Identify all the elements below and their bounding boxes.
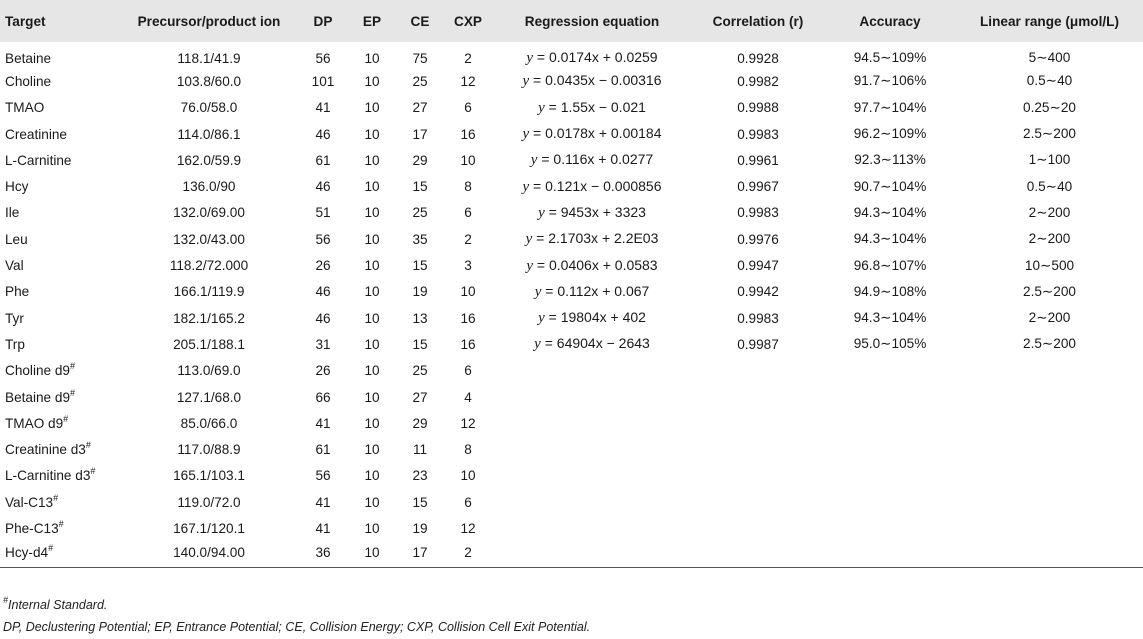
cell-ep: 10 [364, 415, 380, 431]
cell-ep: 10 [364, 126, 380, 142]
cell-regression [492, 358, 692, 384]
header-linear-range: Linear range (μmol/L) [980, 13, 1119, 29]
cell-ce: 19 [412, 520, 428, 536]
cell-ep: 10 [364, 544, 380, 560]
table-row [0, 463, 1143, 489]
cell-ce: 25 [412, 205, 428, 221]
cell-ce: 29 [412, 415, 428, 431]
cell-ion: 205.1/188.1 [173, 336, 245, 352]
equation-y: y [530, 152, 538, 169]
cell-correlation [692, 489, 824, 515]
cell-ion: 127.1/68.0 [176, 389, 242, 405]
table-row [0, 279, 1143, 305]
cell-accuracy: 94.3∼104% [853, 231, 927, 247]
cell-cxp: 2 [464, 544, 472, 560]
equation-y: y [522, 126, 530, 143]
target-name: Betaine d9 [5, 389, 71, 405]
table-row [0, 489, 1143, 515]
cell-ce: 25 [412, 73, 428, 89]
internal-standard-mark: # [53, 492, 59, 503]
cell-ep: 10 [364, 231, 380, 247]
cell-correlation: 0.9983 [737, 205, 779, 221]
cell-ce: 15 [412, 179, 428, 195]
cell-ep: 10 [364, 363, 380, 379]
cell-accuracy: 96.2∼109% [853, 126, 927, 142]
cell-target [0, 200, 120, 226]
cell-ion: 167.1/120.1 [173, 520, 245, 536]
cell-correlation: 0.9987 [737, 336, 779, 352]
cell-accuracy [824, 384, 956, 410]
cell-cxp: 2 [464, 231, 472, 247]
cell-ion: 166.1/119.9 [173, 284, 245, 300]
target-name: Trp [5, 336, 25, 352]
cell-cxp: 16 [460, 336, 476, 352]
cell-accuracy: 95.0∼105% [853, 336, 927, 352]
equation-y: y [534, 336, 541, 353]
cell-regression [492, 331, 692, 357]
cell-linear-range: 2.5∼200 [1023, 336, 1076, 352]
cell-ep: 10 [364, 336, 380, 352]
internal-standard-mark: # [70, 361, 76, 372]
cell-accuracy: 96.8∼107% [853, 257, 927, 273]
cell-regression [492, 200, 692, 226]
cell-regression [492, 542, 692, 568]
cell-accuracy: 91.7∼106% [853, 73, 927, 89]
header-ion: Precursor/product ion [137, 13, 281, 29]
cell-ion: 136.0/90 [182, 179, 236, 195]
cell-ce: 23 [412, 468, 428, 484]
cell-target [0, 489, 120, 515]
cell-target [0, 226, 120, 252]
cell-cxp: 4 [464, 389, 472, 405]
cell-linear-range [956, 489, 1143, 515]
cell-ce: 15 [412, 258, 428, 274]
internal-standard-mark: # [48, 542, 54, 553]
equation-body: = 2.1703x + 2.2E03 [532, 230, 659, 247]
header-accuracy: Accuracy [859, 13, 921, 29]
cell-ion: 132.0/43.00 [173, 231, 245, 247]
cell-cxp: 12 [460, 415, 476, 431]
cell-regression [492, 226, 692, 252]
target-name: Leu [5, 231, 28, 247]
cell-linear-range: 2.5∼200 [1023, 126, 1076, 142]
cell-ep: 10 [364, 389, 380, 405]
cell-correlation [692, 515, 824, 541]
cell-ep: 10 [364, 494, 380, 510]
cell-linear-range: 10∼500 [1024, 257, 1075, 273]
cell-accuracy: 97.7∼104% [853, 99, 927, 115]
cell-cxp: 3 [464, 258, 472, 274]
cell-target [0, 384, 120, 410]
cell-cxp: 10 [460, 152, 476, 168]
internal-standard-mark: # [90, 466, 96, 477]
target-name: Creatinine d3 [5, 442, 86, 458]
cell-dp: 31 [315, 336, 331, 352]
cell-dp: 56 [315, 468, 331, 484]
cell-target [0, 463, 120, 489]
cell-correlation: 0.9942 [737, 284, 779, 300]
equation-body: = 19804x + 402 [544, 309, 646, 326]
equation-y: y [522, 73, 530, 90]
cell-ce: 35 [412, 231, 428, 247]
internal-standard-mark: # [70, 387, 76, 398]
cell-target [0, 542, 120, 568]
cell-target [0, 515, 120, 541]
cell-accuracy: 94.3∼104% [853, 204, 927, 220]
cell-accuracy [824, 436, 956, 462]
target-name: L-Carnitine [5, 152, 72, 168]
cell-ep: 10 [364, 50, 380, 66]
cell-ce: 15 [412, 494, 428, 510]
cell-accuracy [824, 358, 956, 384]
table-row [0, 358, 1143, 384]
cell-ep: 10 [364, 442, 380, 458]
table-row [0, 121, 1143, 147]
cell-ion: 118.2/72.000 [169, 258, 249, 274]
cell-linear-range: 0.5∼40 [1026, 73, 1073, 89]
cell-cxp: 16 [460, 310, 476, 326]
cell-correlation: 0.9928 [737, 50, 779, 66]
cell-cxp: 6 [464, 363, 472, 379]
cell-target [0, 121, 120, 147]
cell-regression [492, 42, 692, 68]
cell-cxp: 6 [464, 205, 472, 221]
cell-correlation [692, 542, 824, 568]
cell-ion: 132.0/69.00 [173, 205, 245, 221]
cell-target [0, 358, 120, 384]
equation-body: = 1.55x − 0.021 [544, 98, 646, 115]
table-row [0, 436, 1143, 462]
cell-ion: 118.1/41.9 [177, 50, 241, 66]
cell-linear-range: 2∼200 [1028, 231, 1071, 247]
cell-dp: 41 [315, 494, 331, 510]
target-name: Hcy [5, 179, 29, 195]
table-row [0, 515, 1143, 541]
cell-linear-range: 2∼200 [1028, 204, 1071, 220]
cell-ep: 10 [364, 100, 380, 116]
table-row [0, 42, 1143, 68]
cell-target [0, 410, 120, 436]
cell-dp: 61 [315, 442, 331, 458]
cell-regression [492, 463, 692, 489]
equation-body: = 0.0435x − 0.00316 [529, 72, 662, 89]
header-regression: Regression equation [524, 13, 660, 29]
cell-regression [492, 121, 692, 147]
cell-regression [492, 147, 692, 173]
equation-y: y [526, 257, 534, 274]
cell-cxp: 8 [464, 179, 472, 195]
cell-accuracy [824, 463, 956, 489]
internal-standard-mark: # [58, 518, 64, 529]
cell-correlation: 0.9947 [737, 258, 779, 274]
cell-linear-range: 2.5∼200 [1023, 283, 1076, 299]
cell-target [0, 42, 120, 68]
cell-correlation [692, 436, 824, 462]
target-name: Hcy-d4 [5, 544, 49, 560]
cell-linear-range: 2∼200 [1028, 310, 1071, 326]
cell-ep: 10 [364, 310, 380, 326]
cell-cxp: 16 [460, 126, 476, 142]
cell-ce: 11 [412, 442, 428, 458]
cell-dp: 26 [315, 363, 331, 379]
cell-regression [492, 68, 692, 94]
cell-ep: 10 [364, 284, 380, 300]
cell-dp: 41 [315, 520, 331, 536]
target-name: Phe [5, 284, 30, 300]
cell-cxp: 12 [460, 520, 476, 536]
cell-linear-range [956, 384, 1143, 410]
cell-ep: 10 [364, 179, 380, 195]
equation-body: = 0.112x + 0.067 [541, 282, 650, 299]
cell-linear-range [956, 542, 1143, 568]
cell-regression [492, 95, 692, 121]
cell-ce: 29 [412, 152, 428, 168]
target-name: TMAO [5, 100, 45, 116]
cell-ce: 13 [412, 310, 428, 326]
cell-dp: 41 [315, 100, 331, 116]
header-correlation: Correlation (r) [712, 13, 804, 29]
target-name: Val [5, 258, 24, 274]
cell-cxp: 2 [464, 50, 472, 66]
cell-ion: 162.0/59.9 [176, 152, 242, 168]
cell-target [0, 252, 120, 278]
cell-ep: 10 [364, 468, 380, 484]
cell-regression [492, 173, 692, 199]
cell-ep: 10 [364, 205, 380, 221]
cell-ce: 27 [412, 100, 428, 116]
header-dp: DP [313, 13, 333, 29]
cell-accuracy [824, 542, 956, 568]
cell-ion: 113.0/69.0 [177, 363, 241, 379]
equation-body: = 0.0174x + 0.0259 [533, 49, 658, 66]
cell-correlation: 0.9983 [737, 310, 779, 326]
cell-ep: 10 [364, 152, 380, 168]
cell-dp: 66 [315, 389, 331, 405]
target-name: Val-C13 [5, 494, 54, 510]
cell-ion: 182.1/165.2 [173, 310, 245, 326]
cell-dp: 61 [315, 152, 331, 168]
cell-accuracy [824, 410, 956, 436]
cell-correlation: 0.9982 [737, 73, 779, 89]
cell-ce: 19 [412, 284, 428, 300]
cell-dp: 51 [315, 205, 331, 221]
table-row [0, 173, 1143, 199]
cell-dp: 56 [315, 231, 331, 247]
cell-target [0, 331, 120, 357]
cell-ion: 119.0/72.0 [177, 494, 241, 510]
table-row [0, 68, 1143, 94]
cell-ion: 76.0/58.0 [180, 100, 238, 116]
table-row [0, 252, 1143, 278]
header-cxp: CXP [454, 13, 482, 29]
equation-y: y [538, 99, 545, 116]
table-row [0, 331, 1143, 357]
equation-y: y [534, 283, 542, 300]
cell-linear-range [956, 410, 1143, 436]
cell-cxp: 10 [460, 468, 476, 484]
table-row [0, 226, 1143, 252]
cell-ion: 114.0/86.1 [177, 126, 241, 142]
cell-correlation: 0.9976 [737, 231, 779, 247]
cell-cxp: 12 [460, 73, 476, 89]
cell-ce: 15 [412, 336, 428, 352]
cell-accuracy [824, 489, 956, 515]
equation-y: y [538, 204, 545, 221]
cell-linear-range: 5∼400 [1028, 50, 1071, 66]
equation-y: y [522, 178, 530, 195]
equation-y: y [538, 310, 545, 327]
equation-body: = 0.0178x + 0.00184 [529, 125, 662, 142]
cell-cxp: 6 [464, 100, 472, 116]
cell-regression [492, 515, 692, 541]
target-name: Phe-C13 [5, 520, 59, 536]
cell-regression [492, 436, 692, 462]
cell-correlation: 0.9961 [737, 152, 779, 168]
cell-regression [492, 305, 692, 331]
cell-dp: 46 [315, 310, 331, 326]
table-row [0, 384, 1143, 410]
header-ep: EP [362, 13, 382, 29]
cell-linear-range [956, 436, 1143, 462]
cell-ep: 10 [364, 258, 380, 274]
footnote-abbreviations: DP, Declustering Potential; EP, Entrance Potential; CE, Collision Energy; CXP, Collision Cell Exit Potential. [3, 620, 591, 634]
equation-y: y [526, 50, 534, 67]
cell-regression [492, 279, 692, 305]
equation-body: = 0.0406x + 0.0583 [533, 256, 658, 273]
cell-accuracy [824, 515, 956, 541]
cell-correlation: 0.9967 [737, 179, 779, 195]
cell-ep: 10 [364, 520, 380, 536]
cell-ion: 85.0/66.0 [180, 415, 238, 431]
cell-target [0, 279, 120, 305]
equation-body: = 0.121x − 0.000856 [529, 177, 662, 194]
cell-dp: 101 [311, 73, 335, 89]
target-name: Choline [5, 73, 52, 89]
cell-ion: 140.0/94.00 [173, 544, 245, 560]
cell-accuracy: 90.7∼104% [853, 178, 927, 194]
cell-target [0, 147, 120, 173]
cell-cxp: 6 [464, 494, 472, 510]
cell-target [0, 173, 120, 199]
cell-correlation [692, 410, 824, 436]
cell-dp: 36 [315, 544, 331, 560]
cell-ce: 27 [412, 389, 428, 405]
cell-correlation [692, 463, 824, 489]
cell-dp: 26 [315, 258, 331, 274]
table-body [0, 42, 1143, 568]
cell-accuracy: 94.5∼109% [853, 50, 927, 66]
cell-ce: 17 [412, 126, 428, 142]
cell-correlation [692, 384, 824, 410]
cell-regression [492, 384, 692, 410]
cell-linear-range [956, 463, 1143, 489]
cell-cxp: 10 [460, 284, 476, 300]
cell-accuracy: 94.9∼108% [853, 283, 927, 299]
cell-target [0, 68, 120, 94]
cell-ion: 117.0/88.9 [177, 442, 241, 458]
header-ce: CE [410, 13, 430, 29]
cell-target [0, 305, 120, 331]
cell-ep: 10 [364, 73, 380, 89]
target-name: Tyr [5, 310, 24, 326]
table-row [0, 305, 1143, 331]
equation-body: = 9453x + 3323 [544, 203, 646, 220]
cell-ce: 17 [412, 544, 428, 560]
footnote-internal-standard-text: Internal Standard. [8, 598, 108, 612]
equation-y: y [525, 231, 533, 248]
target-name: Betaine [5, 50, 52, 66]
target-name: Choline d9 [5, 363, 70, 379]
internal-standard-mark: # [63, 413, 69, 424]
target-name: TMAO d9 [5, 415, 64, 431]
cell-correlation [692, 358, 824, 384]
table-row [0, 200, 1143, 226]
table-row [0, 410, 1143, 436]
cell-cxp: 8 [464, 442, 472, 458]
cell-target [0, 436, 120, 462]
cell-dp: 56 [315, 50, 331, 66]
cell-linear-range [956, 515, 1143, 541]
cell-ce: 25 [412, 363, 428, 379]
footnote-mark: # [3, 595, 9, 605]
cell-correlation: 0.9988 [737, 100, 779, 116]
cell-linear-range: 0.25∼20 [1023, 99, 1076, 115]
cell-regression [492, 252, 692, 278]
target-name: Ile [5, 205, 20, 221]
table-row [0, 147, 1143, 173]
header-target: Target [5, 13, 46, 29]
equation-body: = 0.116x + 0.0277 [537, 151, 654, 168]
cell-target [0, 95, 120, 121]
target-name: L-Carnitine d3 [5, 468, 91, 484]
cell-linear-range [956, 358, 1143, 384]
header-row [0, 0, 1143, 42]
cell-dp: 46 [315, 284, 331, 300]
cell-ce: 75 [412, 50, 428, 66]
cell-dp: 46 [315, 126, 331, 142]
cell-dp: 46 [315, 179, 331, 195]
cell-ion: 103.8/60.0 [176, 73, 242, 89]
target-name: Creatinine [5, 126, 67, 142]
equation-body: = 64904x − 2643 [540, 335, 650, 352]
cell-accuracy: 94.3∼104% [853, 310, 927, 326]
cell-linear-range: 1∼100 [1028, 152, 1071, 168]
cell-regression [492, 489, 692, 515]
table-row [0, 95, 1143, 121]
cell-dp: 41 [315, 415, 331, 431]
internal-standard-mark: # [85, 440, 91, 451]
cell-regression [492, 410, 692, 436]
footnote-internal-standard [3, 595, 108, 612]
cell-accuracy: 92.3∼113% [854, 152, 926, 168]
cell-ion: 165.1/103.1 [173, 468, 245, 484]
cell-linear-range: 0.5∼40 [1026, 178, 1073, 194]
table-row [0, 542, 1143, 568]
cell-correlation: 0.9983 [737, 126, 779, 142]
